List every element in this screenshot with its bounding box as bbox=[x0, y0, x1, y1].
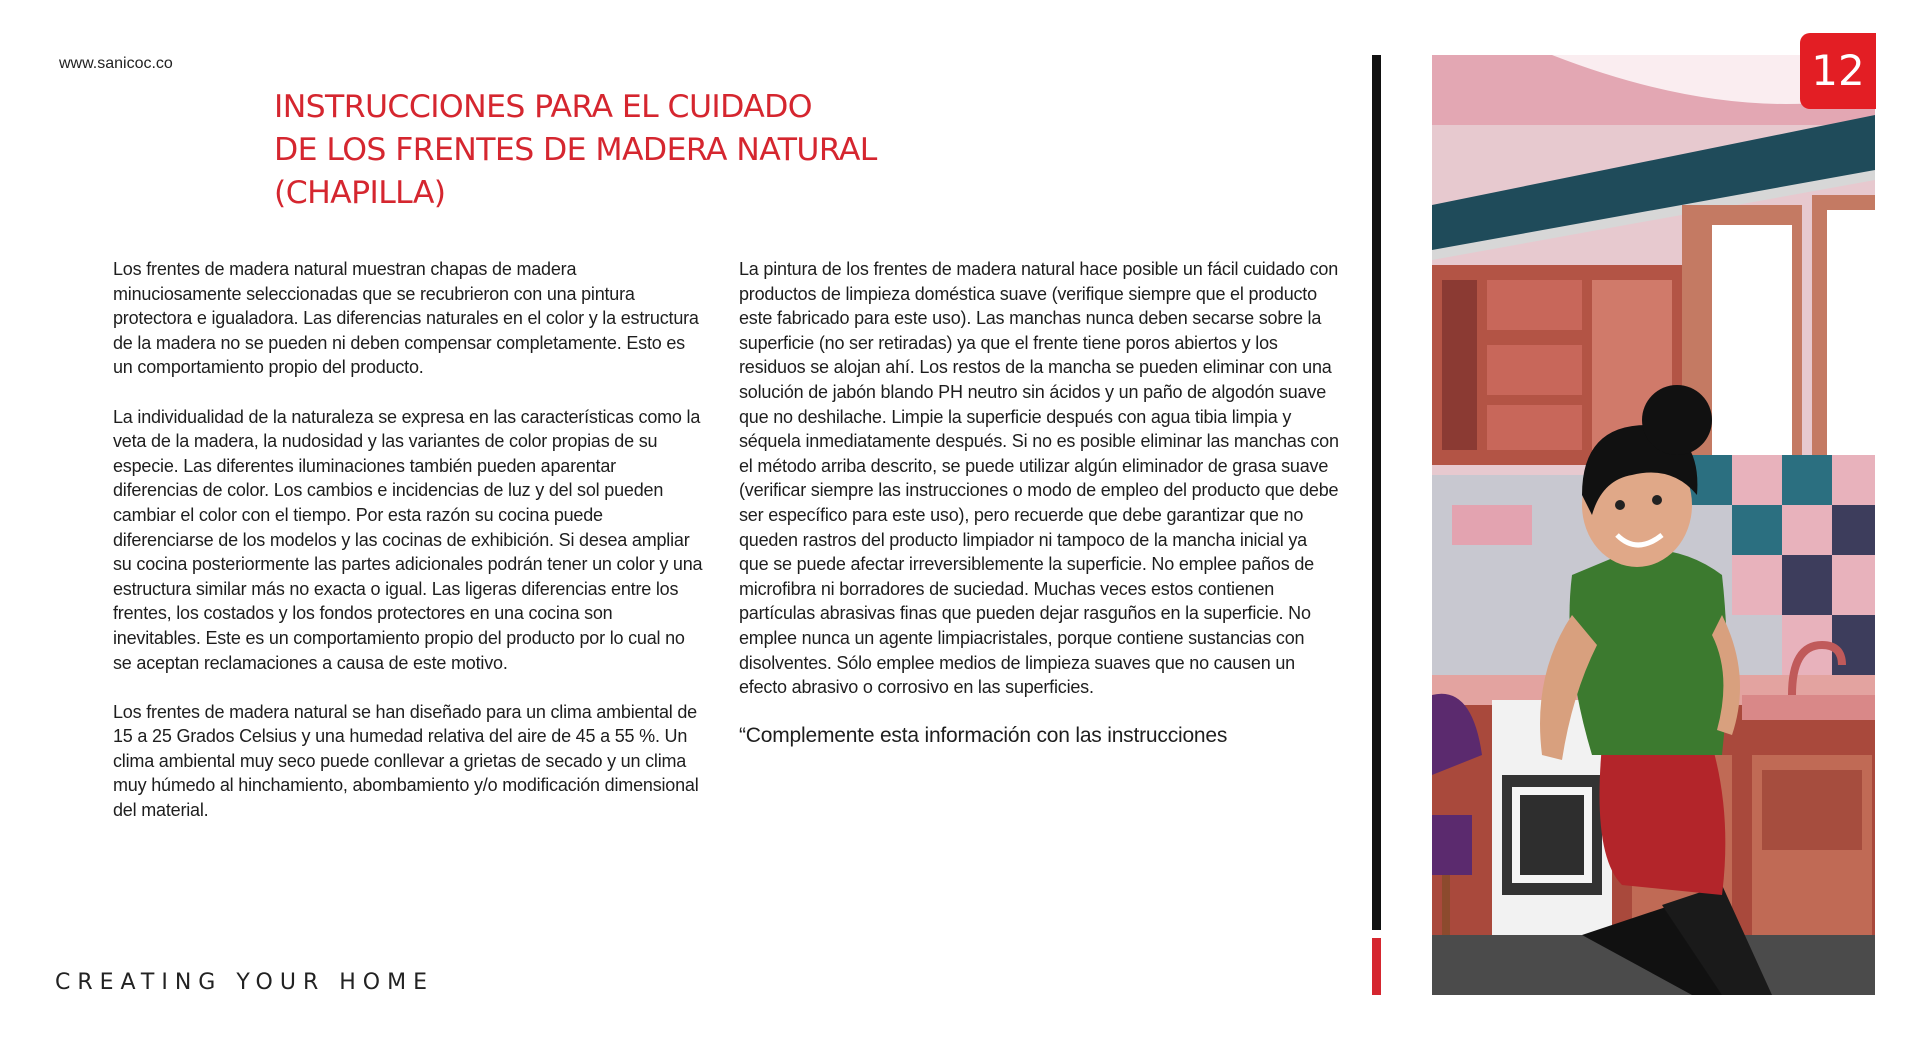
paragraph-cleaning: La pintura de los frentes de madera natural hace posible un fácil cuidado con productos de limpieza doméstica suave (verifique siempre que el producto este fabricado para este uso). Las manchas nunca deben secarse sobre la superficie (no ser retiradas) ya que el frente tiene poros abiertos y los residuos se alojan ahí. Los restos de la mancha se pueden eliminar con una solución de jabón blando PH neutro sin ácidos y un paño de algodón suave que no deshilache. Limpie la superficie después con agua tibia limpia y séquela inmediatamente después. Si no es posible eliminar las manchas con el método arriba descrito, se puede utilizar algún eliminador de grasa suave (verificar siempre las instrucciones o modo de empleo del producto que debe ser específico para este uso), pero recuerde que debe garantizar que no queden rastros del producto limpiador ni tampoco de la mancha inicial ya que se puede afectar irreversiblemente la superficie. No emplee paños de microfibra ni borradores de suciedad. Muchas veces estos contienen partículas abrasivas finas que pueden dejar rasguños en la superficie. No emplee nunca un agente limpiacristales, porque contiene sustancias con disolventes. Sólo emplee medios de limpieza suaves que no causen un efecto abrasivo o corrosivo en las superficies. bbox=[739, 259, 1339, 698]
page-number-badge: 12 bbox=[1800, 33, 1876, 109]
site-url[interactable]: www.sanicoc.co bbox=[59, 55, 173, 72]
right-text-column bbox=[739, 257, 1339, 773]
left-text-column bbox=[113, 257, 703, 847]
divider-black-bar bbox=[1372, 55, 1381, 930]
paragraph-natural-individuality: La individualidad de la naturaleza se expresa en las características como la veta de la madera, la nudosidad y las variantes de color propias de su especie. Las diferentes iluminaciones también pueden aparentar diferencias de color. Los cambios e incidencias de luz y del sol pueden cambiar el color con el tiempo. Por esta razón su cocina puede diferenciarse de los modelos y las cocinas de exhibición. Si desea ampliar su cocina posteriormente las partes adicionales podrán tener un color y una estructura similar más no exacta o igual. Las ligeras diferencias entre los frentes, los costados y los fondos protectores en una cocina son inevitables. Este es un comportamiento propio del producto por lo cual no se aceptan reclamaciones a causa de este motivo. bbox=[113, 406, 703, 673]
tagline: CREATING YOUR HOME bbox=[55, 970, 434, 995]
kitchen-illustration bbox=[1432, 55, 1875, 995]
paragraph-wood-veneer: Los frentes de madera natural muestran chapas de madera minuciosamente seleccionadas que se recubrieron con una pintura protectora e igualadora. Las diferencias naturales en el color y la estructura de la madera no se pueden ni deben compensar completamente. Esto es un comportamiento propio del producto. bbox=[113, 259, 699, 378]
quote-text: “Complemente esta información con las instrucciones bbox=[739, 724, 1228, 748]
paragraph-climate: Los frentes de madera natural se han diseñado para un clima ambiental de 15 a 25 Grados Celsius y una humedad relativa del aire de 45 a 55 %. Un clima ambiental muy seco puede conllevar a grietas de secado y un clima muy húmedo al hinchamiento, abombamiento y/o modificación dimensional del material. bbox=[113, 701, 699, 821]
title-line-2: DE LOS FRENTES DE MADERA NATURAL bbox=[274, 132, 877, 168]
page-title bbox=[274, 86, 994, 215]
title-line-1: INSTRUCCIONES PARA EL CUIDADO bbox=[274, 89, 812, 125]
title-line-3: (CHAPILLA) bbox=[274, 175, 446, 211]
divider-red-bar bbox=[1372, 938, 1381, 995]
